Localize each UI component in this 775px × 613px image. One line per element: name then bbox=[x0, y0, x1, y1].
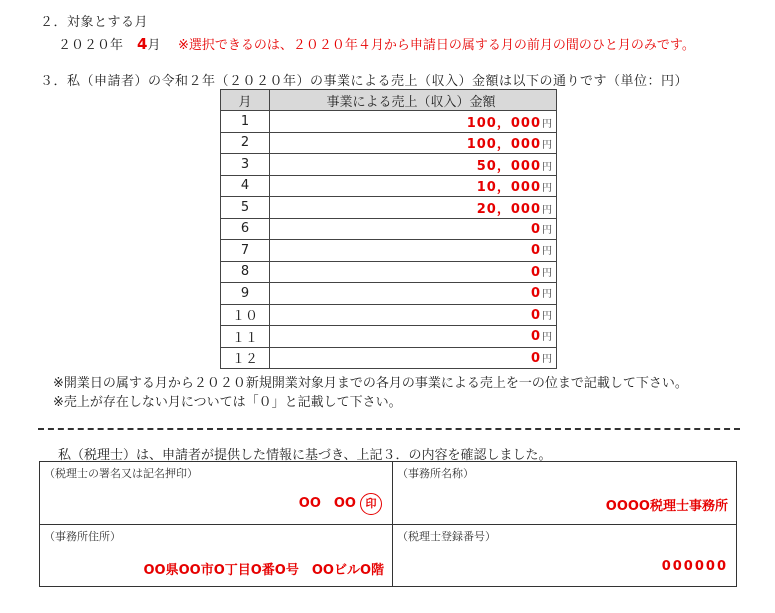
table-row bbox=[221, 197, 557, 219]
amount-cell[interactable] bbox=[270, 154, 557, 176]
office-address-label: （事務所住所） bbox=[44, 530, 121, 543]
amount-unit: 円 bbox=[542, 140, 552, 152]
table-row bbox=[221, 175, 557, 197]
target-month-suffix: 月 bbox=[147, 38, 161, 53]
amount-cell[interactable] bbox=[270, 111, 557, 133]
month-cell: １２ bbox=[221, 347, 270, 369]
office-name-cell[interactable] bbox=[393, 462, 736, 524]
table-row bbox=[221, 111, 557, 133]
cut-line-divider bbox=[38, 428, 740, 430]
header-amount: 事業による売上（収入）金額 bbox=[270, 90, 557, 111]
amount-unit: 円 bbox=[542, 289, 552, 301]
table-row bbox=[221, 154, 557, 176]
amount-value: 0 bbox=[530, 243, 541, 259]
amount-unit: 円 bbox=[542, 310, 552, 322]
note-line: ※開業日の属する月から２０２０新規開業対象月までの各月の事業による売上を一の位まで記載して下さい。 bbox=[53, 376, 688, 391]
month-cell: 2 bbox=[221, 132, 270, 154]
amount-value: 0 bbox=[530, 350, 541, 366]
amount-cell[interactable] bbox=[270, 240, 557, 262]
amount-cell[interactable] bbox=[270, 175, 557, 197]
amount-value: 20，000 bbox=[476, 201, 541, 217]
amount-unit: 円 bbox=[542, 332, 552, 344]
table-row bbox=[221, 347, 557, 369]
office-name-label: （事務所名称） bbox=[397, 467, 474, 480]
amount-cell[interactable] bbox=[270, 197, 557, 219]
section-2-heading: ２．対象とする月 bbox=[40, 15, 149, 30]
revenue-table bbox=[220, 89, 557, 369]
signature-cell[interactable] bbox=[40, 462, 392, 524]
amount-value: 0 bbox=[530, 286, 541, 302]
amount-cell[interactable] bbox=[270, 283, 557, 305]
confirmation-statement: 私（税理士）は、申請者が提供した情報に基づき、上記３．の内容を確認しました。 bbox=[58, 448, 552, 463]
amount-unit: 円 bbox=[542, 161, 552, 173]
registration-value: 000000 bbox=[661, 559, 728, 574]
amount-unit: 円 bbox=[542, 246, 552, 258]
signature-field bbox=[299, 492, 382, 515]
month-cell: 6 bbox=[221, 218, 270, 240]
table-row bbox=[221, 132, 557, 154]
table-row bbox=[221, 218, 557, 240]
amount-cell[interactable] bbox=[270, 304, 557, 326]
section-3-heading: ３．私（申請者）の令和２年（２０２０年）の事業による売上（収入）金額は以下の通りです（単位：円） bbox=[40, 74, 689, 89]
amount-value: 0 bbox=[530, 307, 541, 323]
amount-value: 10，000 bbox=[476, 180, 541, 196]
amount-value: 0 bbox=[530, 264, 541, 280]
month-cell: 5 bbox=[221, 197, 270, 219]
target-month-line bbox=[58, 34, 160, 53]
header-month: 月 bbox=[221, 90, 270, 111]
month-cell: 4 bbox=[221, 175, 270, 197]
registration-label: （税理士登録番号） bbox=[397, 530, 496, 543]
office-address-value: OO県OO市O丁目O番O号 OOビルO階 bbox=[143, 563, 384, 578]
table-row bbox=[221, 240, 557, 262]
month-cell: 8 bbox=[221, 261, 270, 283]
target-month-note: ※選択できるのは、２０２０年４月から申請日の属する月の前月の間のひと月のみです。 bbox=[178, 38, 695, 53]
amount-unit: 円 bbox=[542, 267, 552, 279]
month-cell: １１ bbox=[221, 326, 270, 348]
amount-cell[interactable] bbox=[270, 326, 557, 348]
office-name-value: OOOO税理士事務所 bbox=[605, 499, 728, 514]
amount-unit: 円 bbox=[542, 204, 552, 216]
table-notes bbox=[53, 374, 688, 412]
target-month-value[interactable]: 4 bbox=[137, 35, 148, 53]
office-address-cell[interactable] bbox=[40, 525, 392, 586]
amount-cell[interactable] bbox=[270, 218, 557, 240]
amount-unit: 円 bbox=[542, 353, 552, 365]
amount-value: 100，000 bbox=[466, 137, 541, 153]
amount-value: 100，000 bbox=[466, 115, 541, 131]
month-cell: 1 bbox=[221, 111, 270, 133]
month-cell: 7 bbox=[221, 240, 270, 262]
month-cell: 3 bbox=[221, 154, 270, 176]
amount-cell[interactable] bbox=[270, 132, 557, 154]
amount-unit: 円 bbox=[542, 224, 552, 236]
amount-cell[interactable] bbox=[270, 347, 557, 369]
target-year: ２０２０年 bbox=[58, 38, 124, 53]
registration-number-cell[interactable] bbox=[393, 525, 736, 586]
table-row bbox=[221, 304, 557, 326]
signature-value: OO OO bbox=[298, 496, 356, 511]
revenue-table-header-row bbox=[221, 90, 557, 111]
amount-value: 0 bbox=[530, 329, 541, 345]
amount-value: 0 bbox=[530, 221, 541, 237]
table-row bbox=[221, 326, 557, 348]
confirmation-box bbox=[39, 461, 737, 587]
month-cell: １０ bbox=[221, 304, 270, 326]
amount-cell[interactable] bbox=[270, 261, 557, 283]
table-row bbox=[221, 283, 557, 305]
signature-label: （税理士の署名又は記名押印） bbox=[44, 467, 198, 480]
amount-value: 50，000 bbox=[476, 158, 541, 174]
month-cell: 9 bbox=[221, 283, 270, 305]
table-row bbox=[221, 261, 557, 283]
note-line: ※売上が存在しない月については「０」と記載して下さい。 bbox=[53, 395, 402, 410]
amount-unit: 円 bbox=[542, 183, 552, 195]
seal-stamp-icon: 印 bbox=[360, 493, 382, 515]
amount-unit: 円 bbox=[542, 118, 552, 130]
